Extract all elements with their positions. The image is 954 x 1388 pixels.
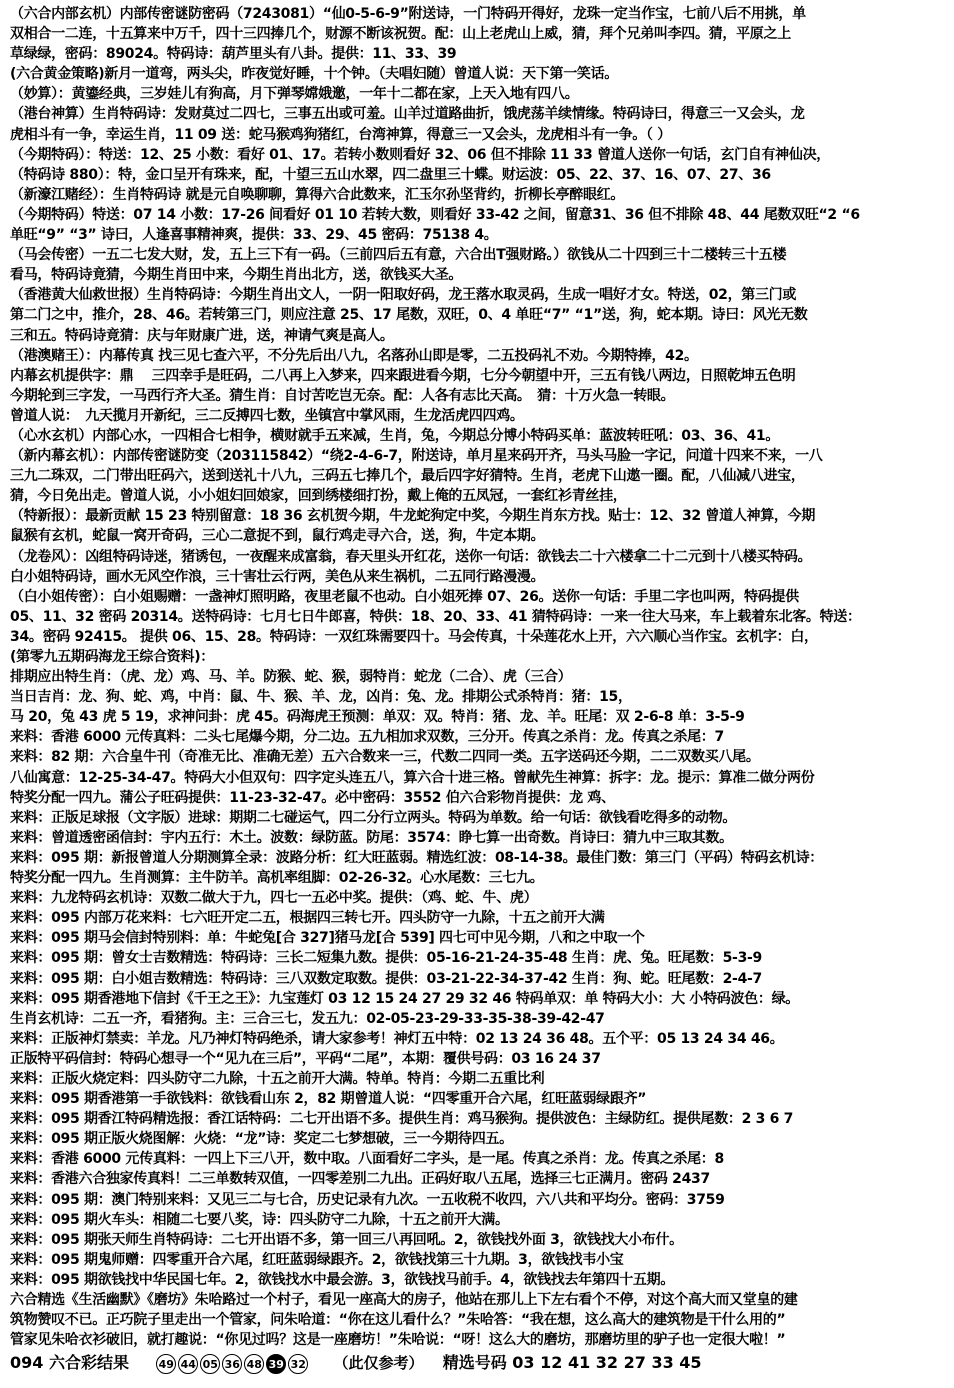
text-line: 来料：正版火烧定料：四头防守二九除，十五之前开大满。特单。特肖：今期二五重比利 (10, 1070, 545, 1087)
text-line: 来料：095 期欲钱找中华民国七年。2，欲钱找水中最会游。3，欲钱找马前手。4，欲钱找去年第四十五期。 (10, 1271, 675, 1288)
text-line: 来料：正版神灯禁卖：羊龙。凡乃神灯特码绝杀，请大家参考！神灯五中特：02 13 24 36 48。五个平：05 13 24 34 46。 (10, 1030, 784, 1047)
text-line: 来料：095 期香港地下信封《千王之王》：九宝莲灯 03 12 15 24 27 29 32 46 特码单双：单 特码大小：大 小特码波色：绿。 (10, 990, 799, 1007)
text-line: 正版特平码信封：特码心想寻一个“见九在三后”，平码“二尾”，本期：覆供号码：03 16 24 37 (10, 1050, 601, 1067)
text-line: 来料：095 期正版火烧图解：火烧：“龙”诗：奖定二七梦想破，三一今期待四五。 (10, 1131, 513, 1148)
text-line: （六合内部玄机）内部传密谜防密码（7243081）“仙0-5-6-9”附送诗，一门特码开得好，龙珠一定当作宝，七前八后不用挑，单 (10, 6, 806, 22)
result-ball: 39 (266, 1354, 286, 1374)
results-label: 094 六合彩结果 (10, 1353, 129, 1372)
text-line: 曾道人说： 九天揽月开新纪，三二反搏四七数，坐镇宫中掌风雨，生龙活虎四四鸡。 (10, 407, 524, 424)
result-ball: 05 (200, 1354, 220, 1374)
text-line: 生肖玄机诗：二五一齐，看猪狗。主：三合三七，发五九：02-05-23-29-33-35-38-39-42-47 (10, 1010, 605, 1027)
text-line: 05、11、32 密码 20314。送特码诗：七月七日牛郎喜，特供：18、20、33、41 猜特码诗：一来一往大马来，车上载着东北客。特送： (10, 608, 861, 625)
text-line: 六合精选《生活幽默》《磨坊》朱哈路过一个村子，看见一座高大的房子，他站在那儿上下左右看个不停，对这个高大而又堂皇的建 (10, 1292, 798, 1308)
text-line: 来料：095 期鬼师赠：四零重开合六尾，红旺蓝弱绿跟齐。2，欲钱找第三十九期。3，欲钱找韦小宝 (10, 1251, 624, 1268)
text-line: 来料：香港 6000 元传真料：二头七尾爆今期，分二边。五九相加求双数，三分开。传真之杀肖：龙。传真之杀尾：7 (10, 729, 724, 746)
text-line: 筑物赞叹不已。正巧院子里走出一个管家，问朱哈道：“你在这儿看什么？”朱哈答：“我在想，这么高大的建筑物是干什么用的” (10, 1312, 786, 1329)
text-line: 来料：曾道透密函信封：宇内五行：木土。波数：绿防蓝。防尾：3574：睁七算一出奇数。肖诗曰：猜九中三取其数。 (10, 829, 733, 846)
text-line: 第二门之中，推介，28、46。若转第三门，则应注意 25、17 尾数，双旺，0、4 单旺“7” “1”送，狗，蛇本期。诗曰：风光无数 (10, 307, 808, 324)
text-line: （新内幕玄机）：内部传密谜防变（203115842）“绕2-4-6-7，附送诗，单月星来码开齐，马头马脸一字记，问道十四来不来，一八 (10, 448, 823, 465)
text-line: （马会传密）一五二七发大财，发，五上三下有一码。（三前四后五有意，六合出T强财路。）欲钱从二十四到三十二楼转三十五楼 (10, 247, 787, 264)
result-ball: 32 (288, 1354, 308, 1374)
text-line: 双相合一二连，十五算来中万千，四十三四捧几个，财源不断该祝贺。配：山上老虎山上威，猜，拜个兄弟叫李四。猜，平原之上 (10, 26, 791, 43)
text-line: 内幕玄机提供字：鼎 三四幸手是旺码，二八再上入梦来，四来跟进看今期，七分今朝望中开，三五有钱八两边，日照乾坤五色明 (10, 367, 796, 384)
text-line: 特奖分配一四九。蒲公子旺码提供：11-23-32-47。必中密码：3552 伯六合彩物肖提供：龙 鸡、 (10, 789, 615, 806)
text-line: （港澳赌王）：内幕传真 找三见七查六平，不分先后出八九，名落孙山即是零，二五投码礼不劝。今期特捧，42。 (10, 347, 698, 364)
text-line: 来料：82 期：六合皇牛刊（奇准无比、准确无差）五六合数来一三，代数二四同一类。五字送码还今期，二二双数买八尾。 (10, 749, 760, 766)
result-ball: 44 (178, 1354, 198, 1374)
results-note: （此仅参考） (333, 1354, 424, 1372)
text-line: （新濠江赌经）：生肖特码诗 就是元自唤聊聊，算得六合此数来，汇玉尔孙坚背约，折柳长亭醉眼红。 (10, 186, 625, 203)
text-line: 来料：095 期火车头：相随二七要八奖，诗：四头防守二九除，十五之前开大满。 (10, 1211, 509, 1228)
text-line: （白小姐传密）：白小姐赐赠：一盏神灯照明路，夜里老鼠不也动。白小姐死捧 07、26。送你一句话：手里二字也叫两，特码提供 (10, 588, 799, 605)
text-line: (六合黄金策略)新月一道弯，两头尖，昨夜觉好睡，十个钟。（夫唱妇随）曾道人说：天下第一笑话。 (10, 66, 618, 83)
text-line: （心水玄机）内部心水，一四相合七相争，横财就手五来减，生肖，兔，今期总分博小特码买单：蓝波转旺吼：03、36、41。 (10, 427, 780, 444)
text-line: 来料：095 期马会信封特别料：单：牛蛇兔[合 327]猪马龙[合 539] 四七可中见今期，八和之中取一个 (10, 930, 645, 947)
text-line: （今期特码）特送：07 14 小数：17-26 间看好 01 10 若转大数，则看好 33-42 之间，留意31、36 但不排除 48、44 尾数双旺“2 “6 (10, 206, 860, 223)
result-ball: 49 (156, 1354, 176, 1374)
text-line: 来料：095 期张天师生肖特码诗：二七开出语不多，第一回三八再回吼。2，欲钱找外面 3，欲钱找大小布什。 (10, 1231, 683, 1248)
text-line: 34。密码 92415。 提供 06、15、28。特码诗：一双红珠需要四十。马会传真，十朵莲花水上开，六六顺心当作宝。玄机字：白， (10, 628, 818, 645)
text-line: 来料：九龙特码玄机诗：双数二做大于九，四七一五必中奖。提供：（鸡、蛇、牛、虎） (10, 890, 538, 907)
text-line: 来料：095 期：新报曾道人分期测算全录：波路分析：红大旺蓝弱。精选红波：08-14-38。最佳门数：第三门（平码）特码玄机诗： (10, 849, 823, 866)
text-line: 虎相斗有一争，幸运生肖，11 09 送：蛇马猴鸡狗猪红，台湾神算，得意三一又会头，龙虎相斗有一争。（ ） (10, 126, 671, 143)
text-line: 今期轮到三字发，一马西行齐大圣。猜生肖：自讨苦吃岂无奈。配：人各有志比天高。 猜：十万火急一转眼。 (10, 387, 675, 404)
text-line: 排期应出特生肖：（虎、龙）鸡、马、羊。防猴、蛇、猴，弱特肖：蛇龙（二合）、虎（三合） (10, 669, 572, 686)
text-line: 单旺“9” “3” 诗曰，人逢喜事精神爽，提供：33、29、45 密码：75138 4。 (10, 227, 498, 244)
text-line: 三九二珠双，二门带出旺码六，送到送礼十八九，三码五七捧几个，最后四字好猜特。生肖，老虎下山遨一圈。配，八仙减八进宝， (10, 468, 805, 485)
result-balls (156, 1354, 310, 1372)
result-ball: 48 (244, 1354, 264, 1374)
text-line: 管家见朱哈衣衫破旧，就打趣说：“你见过吗？这是一座磨坊！”朱哈说：“呀！这么大的磨坊，那磨坊里的驴子也一定很大啦！” (10, 1332, 786, 1349)
text-line: 八仙寓意：12-25-34-47。特码大小但双句：四字定头连五八，算六合十进三格。曾献先生神算：拆字：龙。提示：算准二做分两份 (10, 769, 815, 786)
text-line: （香港黄大仙救世报）生肖特码诗：今期生肖出文人，一阴一阳取好码，龙王落水取灵码，生成一唱好才女。特送，02，第三门或 (10, 287, 797, 304)
text-line: 当日吉肖：龙、狗、蛇、鸡，中肖：鼠、牛、猴、羊、龙，凶肖：兔、龙。排期公式杀特肖：猪：15， (10, 689, 632, 706)
text-line: 来料：正版足球报（文字版）进球：期期二七碰运气，四二分行立两头。特码为单数。给一句话：欲钱看吃得多的动物。 (10, 809, 737, 826)
text-line: 看马，特码诗竟猜，今期生肖田中来，今期生肖出北方，送，欲钱买大圣。 (10, 267, 463, 284)
text-line: （今期特码）：特送：12、25 小数：看好 01、17。若转小数则看好 32、06 但不排除 11 33 曾道人送你一句话，玄门自有神仙决， (10, 146, 830, 163)
text-line: 来料：095 期香港第一手欲钱料：欲钱看山东 2，82 期曾道人说：“四零重开合六尾，红旺蓝弱绿跟齐” (10, 1091, 647, 1108)
results-bar (10, 1350, 702, 1376)
text-line: 特奖分配一四九。生肖测算：主牛防羊。高机率组脚：02-26-32。心水尾数：三七九。 (10, 870, 544, 887)
text-line: （特新报）：最新贡献 15 23 特别留意：18 36 玄机贺今期，牛龙蛇狗定中奖，今期生肖东方找。贴士：12、32 曾道人神算，今期 (10, 508, 816, 525)
text-line: 猜，今日免出走。曾道人说，小小姐妇回娘家，回到绣楼细打扮，戴上俺的五凤冠，一套红衫青丝挂， (10, 488, 627, 505)
text-line: （龙卷风）：凶组特码诗迷，猪诱包，一夜醒来成富翁，春天里头开红花，送你一句话：欲钱去二十六楼拿二十二元到十八楼买特码。 (10, 548, 812, 565)
text-line: （妙算）：黄鎏经典，三岁娃儿有狗高，月下弹琴嫦娥邀，一年十二都在家，上天入地有四八。 (10, 86, 579, 103)
text-line: 鼠猴有玄机，蛇鼠一窝开奇码，三心二意捉不到，鼠行鸡走寻六合，送，狗，牛定本期。 (10, 528, 545, 545)
selected-numbers: 精选号码 03 12 41 32 27 33 45 (442, 1353, 702, 1372)
text-line: 三和五。特码诗竟猜：庆与年财康广进，送，神请气爽是高人。 (10, 327, 394, 344)
text-line: (第零九五期码海龙王综合资料)： (10, 649, 214, 665)
text-line: 来料：香港六合独家传真料！二三单数转双值，一四零差别二九出。正码好取八五尾，选择三七正满月。密码 2437 (10, 1171, 710, 1188)
text-line: 来料：095 期香江特码精选报：香江话特码：二七开出语不多。提供生肖：鸡马猴狗。提供波色：主绿防红。提供尾数：2 3 6 7 (10, 1111, 794, 1128)
text-line: 草绿绿，密码：89024。特码诗：葫芦里头有八卦。提供：11、33、39 (10, 46, 457, 63)
text-line: 马 20，兔 43 虎 5 19，求神问卦：虎 45。码海虎王预测：单双：双。特肖：猪、龙、羊。旺尾：双 2-6-8 单：3-5-9 (10, 709, 745, 726)
text-line: 白小姐特码诗，画水无风空作浪，三十害壮云行两，美色从来生祸机，二五同行路漫漫。 (10, 568, 545, 585)
text-line: （特码诗 880）：特，金口呈开有珠来，配，十望三五山水翠，四二盘里三十蝶。财运波：05、22、37、16、07、27、36 (10, 166, 771, 183)
text-line: 来料：095 期：曾女士吉数精选：特码诗：三长二短集九数。提供：05-16-21-24-35-48 生肖：虎、兔。旺尾数：5-3-9 (10, 950, 762, 967)
result-ball: 36 (222, 1354, 242, 1374)
text-line: （港台神算）生肖特码诗：发财莫过二四七，三事五出或可羞。山羊过道路曲折，饿虎荡羊续情缘。特码诗曰，得意三一又会头，龙 (10, 106, 805, 123)
text-line: 来料：095 期：澳门特别来料：又见三二与七合，历史记录有九次。一五收税不收四，六八共和平均分。密码：3759 (10, 1191, 725, 1208)
text-line: 来料：095 期：白小姐吉数精选：特码诗：三八双数定取数。提供：03-21-22-34-37-42 生肖：狗、蛇。旺尾数：2-4-7 (10, 970, 762, 987)
text-line: 来料：095 内部万花来料：七六旺开定二五，根据四三转七开。四头防守一九除，十五之前开大满 (10, 910, 605, 927)
text-line: 来料：香港 6000 元传真料：一四上下三八开，数中取。八面看好二字头，是一尾。传真之杀肖：龙。传真之杀尾：8 (10, 1151, 724, 1168)
